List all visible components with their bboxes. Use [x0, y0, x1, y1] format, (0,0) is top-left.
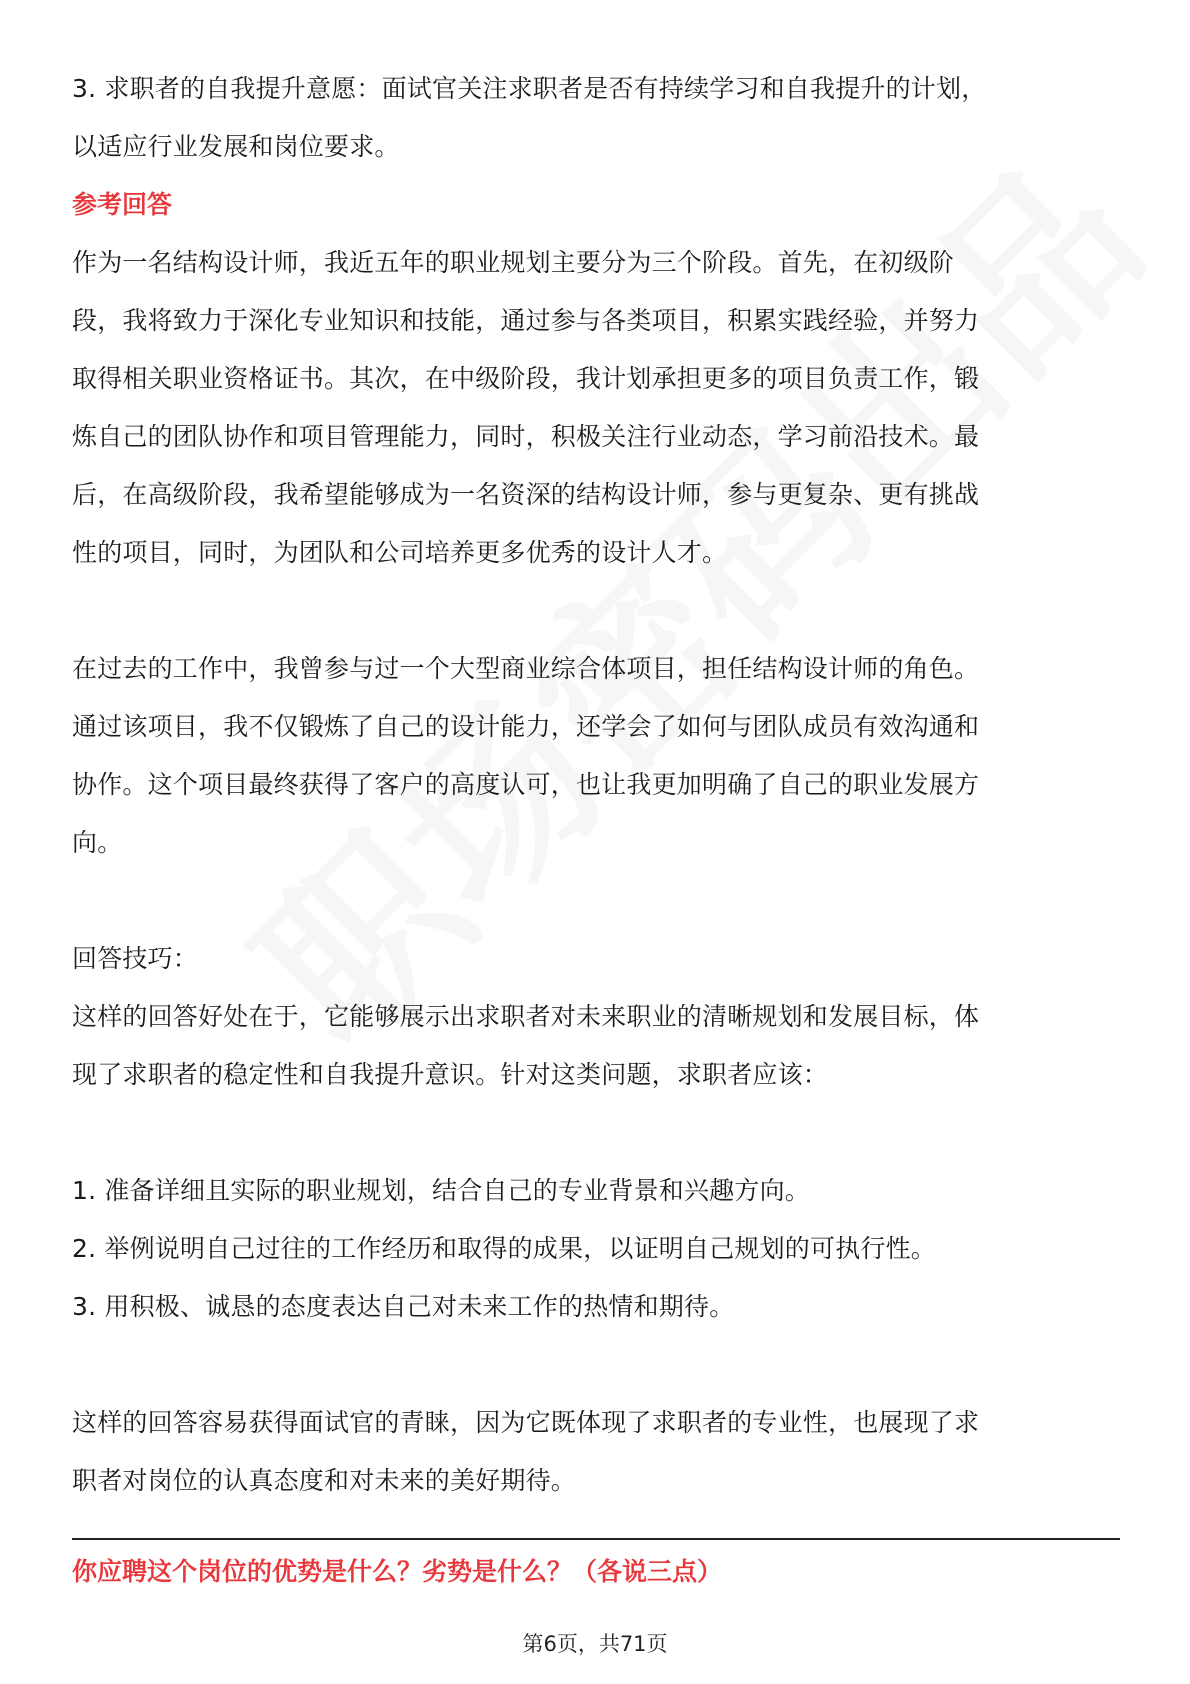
reference-answer-heading: 参考回答 — [72, 190, 173, 219]
answer-p2-line-3: 协作。这个项目最终获得了客户的高度认可，也让我更加明确了自己的职业发展方 — [72, 770, 980, 799]
answer-p1-line-2: 段，我将致力于深化专业知识和技能，通过参与各类项目，积累实践经验，并努力 — [72, 306, 980, 335]
tips-conclusion-line-1: 这样的回答容易获得面试官的青睐，因为它既体现了求职者的专业性，也展现了求 — [72, 1408, 980, 1437]
tips-intro-line-1: 这样的回答好处在于，它能够展示出求职者对未来职业的清晰规划和发展目标，体 — [72, 1002, 980, 1031]
paragraph-gap — [72, 872, 1120, 930]
answer-p1-line-5: 后，在高级阶段，我希望能够成为一名资深的结构设计师，参与更复杂、更有挑战 — [72, 480, 980, 509]
answer-p1-line-4: 炼自己的团队协作和项目管理能力，同时，积极关注行业动态，学习前沿技术。最 — [72, 422, 980, 451]
paragraph-gap — [72, 1104, 1120, 1162]
answer-p1-line-1: 作为一名结构设计师，我近五年的职业规划主要分为三个阶段。首先，在初级阶 — [72, 248, 955, 277]
tips-heading: 回答技巧： — [72, 944, 199, 973]
answer-p2-line-2: 通过该项目，我不仅锻炼了自己的设计能力，还学会了如何与团队成员有效沟通和 — [72, 712, 980, 741]
answer-p1-line-6: 性的项目，同时，为团队和公司培养更多优秀的设计人才。 — [72, 538, 728, 567]
paragraph-gap — [72, 1336, 1120, 1394]
section-divider — [72, 1538, 1120, 1540]
next-question-heading: 你应聘这个岗位的优势是什么？劣势是什么？（各说三点） — [72, 1557, 723, 1586]
tips-item-3: 3. 用积极、诚恳的态度表达自己对未来工作的热情和期待。 — [72, 1292, 735, 1321]
intro-line-2: 以适应行业发展和岗位要求。 — [72, 132, 400, 161]
intro-line-1: 3. 求职者的自我提升意愿：面试官关注求职者是否有持续学习和自我提升的计划， — [72, 74, 987, 103]
tips-intro-line-2: 现了求职者的稳定性和自我提升意识。针对这类问题，求职者应该： — [72, 1060, 829, 1089]
answer-p1-line-3: 取得相关职业资格证书。其次，在中级阶段，我计划承担更多的项目负责工作，锻 — [72, 364, 980, 393]
tips-item-1: 1. 准备详细且实际的职业规划，结合自己的专业背景和兴趣方向。 — [72, 1176, 811, 1205]
tips-item-2: 2. 举例说明自己过往的工作经历和取得的成果，以证明自己规划的可执行性。 — [72, 1234, 937, 1263]
answer-p2-line-4: 向。 — [72, 828, 123, 857]
page-content — [72, 60, 1120, 1510]
page-footer: 第6页，共71页 — [522, 1632, 668, 1656]
tips-conclusion-line-2: 职者对岗位的认真态度和对未来的美好期待。 — [72, 1466, 577, 1495]
paragraph-gap — [72, 582, 1120, 640]
answer-p2-line-1: 在过去的工作中，我曾参与过一个大型商业综合体项目，担任结构设计师的角色。 — [72, 654, 980, 683]
